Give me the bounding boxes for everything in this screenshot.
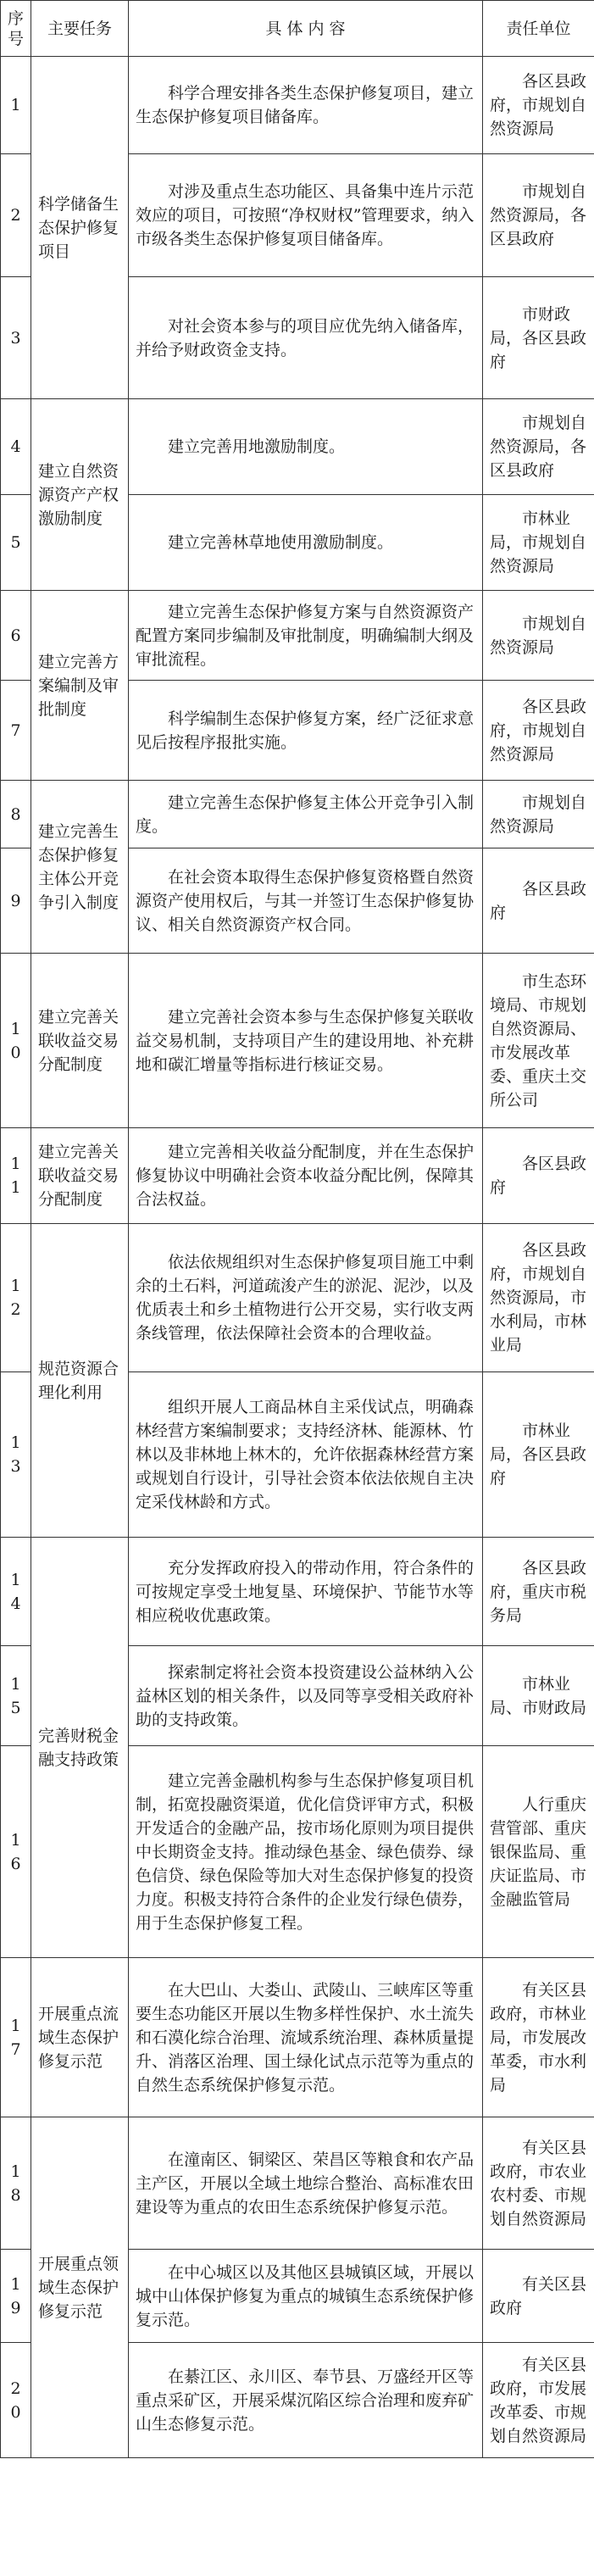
row-resp: 有关区县政府，市农业农村委、市规划自然资源局 xyxy=(483,2117,594,2250)
row-no: 1 xyxy=(1,57,31,154)
task-cell: 建立完善方案编制及审批制度 xyxy=(31,591,129,781)
row-resp: 市林业局、市财政局 xyxy=(483,1646,594,1746)
row-resp: 各区县政府，重庆市税务局 xyxy=(483,1538,594,1646)
row-content: 建立完善生态保护修复主体公开竞争引入制度。 xyxy=(129,781,483,848)
row-no: 11 xyxy=(1,1128,31,1224)
row-content: 建立完善用地激励制度。 xyxy=(129,399,483,495)
task-cell: 开展重点领域生态保护修复示范 xyxy=(31,2117,129,2458)
row-content: 建立完善林草地使用激励制度。 xyxy=(129,495,483,591)
task-cell: 建立完善关联收益交易分配制度 xyxy=(31,954,129,1128)
row-resp: 有关区县政府，市林业局，市发展改革委，市水利局 xyxy=(483,1958,594,2117)
row-content: 在大巴山、大娄山、武陵山、三峡库区等重要生态功能区开展以生物多样性保护、水土流失和石漠化综合治理、流域系统治理、森林质量提升、消落区治理、国土绿化试点示范等为重点的自然生态系统保护修复示范。 xyxy=(129,1958,483,2117)
row-resp: 市林业局，市规划自然资源局 xyxy=(483,495,594,591)
row-content: 依法依规组织对生态保护修复项目施工中剩余的土石料，河道疏浚产生的淤泥、泥沙，以及优质表土和乡土植物进行公开交易，实行收支两条线管理，依法保障社会资本的合理收益。 xyxy=(129,1224,483,1372)
row-resp: 有关区县政府，市发展改革委、市规划自然资源局 xyxy=(483,2343,594,2458)
row-content: 组织开展人工商品林自主采伐试点，明确森林经营方案编制要求；支持经济林、能源林、竹林以及非林地上林木的，允许依据森林经营方案或规划自行设计，引导社会资本依法依规自主决定采伐林龄和方式。 xyxy=(129,1372,483,1538)
task-cell: 建立自然资源资产产权激励制度 xyxy=(31,399,129,591)
row-content: 建立完善金融机构参与生态保护修复项目机制，拓宽投融资渠道，优化信贷评审方式，积极开发适合的金融产品，按市场化原则为项目提供中长期资金支持。推动绿色基金、绿色债券、绿色信贷、绿色保险等加大对生态保护修复的投资力度。积极支持符合条件的企业发行绿色债券，用于生态保护修复工程。 xyxy=(129,1746,483,1958)
row-content: 对涉及重点生态功能区、具备集中连片示范效应的项目，可按照“净权财权”管理要求，纳入市级各类生态保护修复项目储备库。 xyxy=(129,154,483,277)
task-cell: 建立完善关联收益交易分配制度 xyxy=(31,1128,129,1224)
table-row xyxy=(1,591,594,681)
row-content: 在潼南区、铜梁区、荣昌区等粮食和农产品主产区，开展以全域土地综合整治、高标准农田建设等为重点的农田生态系统保护修复示范。 xyxy=(129,2117,483,2250)
row-no: 8 xyxy=(1,781,31,848)
row-content: 探索制定将社会资本投资建设公益林纳入公益林区划的相关条件，以及同等享受相关政府补助的支持政策。 xyxy=(129,1646,483,1746)
row-resp: 各区县政府，市规划自然资源局 xyxy=(483,681,594,781)
row-content: 科学合理安排各类生态保护修复项目，建立生态保护修复项目储备库。 xyxy=(129,57,483,154)
task-cell: 开展重点流域生态保护修复示范 xyxy=(31,1958,129,2117)
header-no: 序号 xyxy=(1,1,31,57)
task-cell: 完善财税金融支持政策 xyxy=(31,1538,129,1958)
row-no: 14 xyxy=(1,1538,31,1646)
row-no: 18 xyxy=(1,2117,31,2250)
row-resp: 各区县政府 xyxy=(483,1128,594,1224)
row-no: 13 xyxy=(1,1372,31,1538)
table-row xyxy=(1,1128,594,1224)
table-row xyxy=(1,399,594,495)
task-cell: 建立完善生态保护修复主体公开竞争引入制度 xyxy=(31,781,129,954)
row-resp: 市规划自然资源局，各区县政府 xyxy=(483,154,594,277)
row-content: 科学编制生态保护修复方案，经广泛征求意见后按程序报批实施。 xyxy=(129,681,483,781)
row-resp: 有关区县政府 xyxy=(483,2250,594,2343)
row-no: 9 xyxy=(1,848,31,954)
row-no: 6 xyxy=(1,591,31,681)
row-no: 15 xyxy=(1,1646,31,1746)
row-resp: 市规划自然资源局，各区县政府 xyxy=(483,399,594,495)
row-no: 5 xyxy=(1,495,31,591)
row-no: 7 xyxy=(1,681,31,781)
row-content: 在中心城区以及其他区县城镇区域，开展以城中山体保护修复为重点的城镇生态系统保护修复示范。 xyxy=(129,2250,483,2343)
row-no: 10 xyxy=(1,954,31,1128)
row-no: 17 xyxy=(1,1958,31,2117)
header-content: 具 体 内 容 xyxy=(129,1,483,57)
task-cell: 科学储备生态保护修复项目 xyxy=(31,57,129,399)
row-resp: 人行重庆营管部、重庆银保监局、重庆证监局、市金融监管局 xyxy=(483,1746,594,1958)
row-resp: 各区县政府，市规划自然资源局 xyxy=(483,57,594,154)
row-no: 20 xyxy=(1,2343,31,2458)
row-resp: 市生态环境局、市规划自然资源局、市发展改革委、重庆土交所公司 xyxy=(483,954,594,1128)
row-resp: 市林业局，各区县政府 xyxy=(483,1372,594,1538)
row-no: 2 xyxy=(1,154,31,277)
row-no: 19 xyxy=(1,2250,31,2343)
table-header-row xyxy=(1,1,594,57)
row-resp: 各区县政府 xyxy=(483,848,594,954)
header-resp: 责任单位 xyxy=(483,1,594,57)
row-no: 4 xyxy=(1,399,31,495)
table-row xyxy=(1,1224,594,1372)
table-row xyxy=(1,954,594,1128)
header-task: 主要任务 xyxy=(31,1,129,57)
row-content: 在綦江区、永川区、奉节县、万盛经开区等重点采矿区，开展采煤沉陷区综合治理和废弃矿山生态修复示范。 xyxy=(129,2343,483,2458)
table-row xyxy=(1,1958,594,2117)
row-no: 12 xyxy=(1,1224,31,1372)
row-resp: 各区县政府，市规划自然资源局，市水利局，市林业局 xyxy=(483,1224,594,1372)
table-row xyxy=(1,57,594,154)
row-content: 建立完善生态保护修复方案与自然资源资产配置方案同步编制及审批制度，明确编制大纲及审批流程。 xyxy=(129,591,483,681)
row-content: 对社会资本参与的项目应优先纳入储备库，并给予财政资金支持。 xyxy=(129,277,483,399)
row-no: 3 xyxy=(1,277,31,399)
row-resp: 市财政局，各区县政府 xyxy=(483,277,594,399)
row-no: 16 xyxy=(1,1746,31,1958)
row-content: 充分发挥政府投入的带动作用，符合条件的可按规定享受土地复垦、环境保护、节能节水等相应税收优惠政策。 xyxy=(129,1538,483,1646)
row-content: 在社会资本取得生态保护修复资格暨自然资源资产使用权后，与其一并签订生态保护修复协议、相关自然资源资产权合同。 xyxy=(129,848,483,954)
task-cell: 规范资源合理化利用 xyxy=(31,1224,129,1538)
table-row xyxy=(1,2117,594,2250)
table-row xyxy=(1,1538,594,1646)
row-content: 建立完善相关收益分配制度，并在生态保护修复协议中明确社会资本收益分配比例，保障其合法权益。 xyxy=(129,1128,483,1224)
row-resp: 市规划自然资源局 xyxy=(483,781,594,848)
row-content: 建立完善社会资本参与生态保护修复关联收益交易机制，支持项目产生的建设用地、补充耕地和碳汇增量等指标进行核证交易。 xyxy=(129,954,483,1128)
table-row xyxy=(1,781,594,848)
row-resp: 市规划自然资源局 xyxy=(483,591,594,681)
